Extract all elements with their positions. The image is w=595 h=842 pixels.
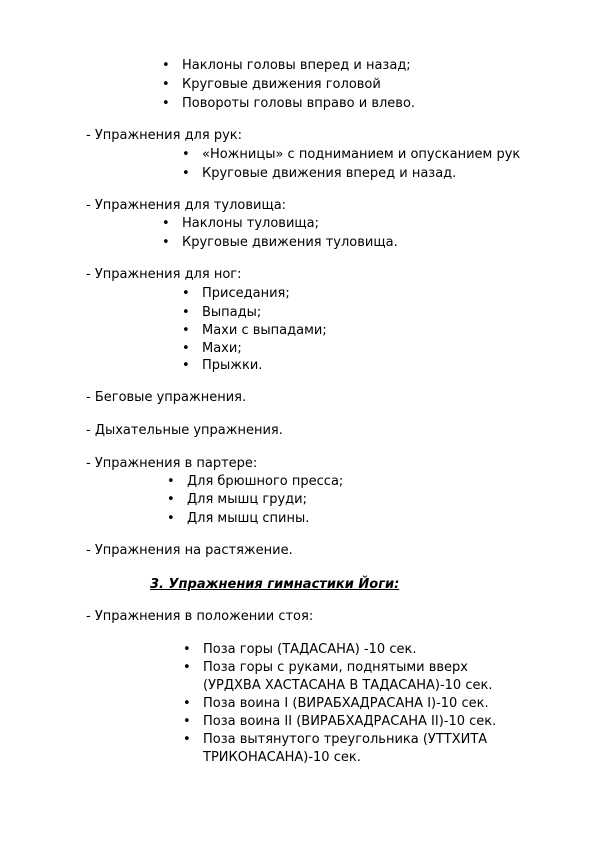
list-item: • Для брюшного пресса; — [187, 473, 343, 491]
list-item: • Для мышц спины. — [187, 510, 309, 528]
list-item: • Приседания; — [202, 285, 290, 303]
list-item: • Прыжки. — [202, 357, 262, 375]
section-title-legs: - Упражнения для ног: — [86, 267, 242, 282]
list-item: • Круговые движения туловища. — [182, 234, 398, 252]
list-item: • «Ножницы» с подниманием и опусканием рук — [202, 146, 520, 164]
list-item: • Выпады; — [202, 304, 261, 322]
section-stretching: - Упражнения на растяжение. — [86, 543, 293, 558]
list-item: • Поза вытянутого треугольника (УТТХИТА — [203, 731, 487, 749]
list-item: • Наклоны головы вперед и назад; — [182, 57, 411, 75]
section-title-standing: - Упражнения в положении стоя: — [86, 609, 314, 624]
list-item: • Для мышц груди; — [187, 491, 307, 509]
section-title-torso: - Упражнения для туловища: — [86, 198, 287, 213]
list-item-continuation: ТРИКОНАСАНА)-10 сек. — [203, 750, 361, 765]
list-item: • Поза воина II (ВИРАБХАДРАСАНА II)-10 сек. — [203, 713, 496, 731]
list-item: • Поза горы (ТАДАСАНА) -10 сек. — [203, 641, 416, 659]
list-item: • Повороты головы вправо и влево. — [182, 95, 415, 113]
section-breathing: - Дыхательные упражнения. — [86, 423, 283, 438]
section-title-floor: - Упражнения в партере: — [86, 456, 258, 471]
section-title-arms: - Упражнения для рук: — [86, 128, 242, 143]
list-item: • Махи с выпадами; — [202, 322, 327, 340]
list-item-continuation: (УРДХВА ХАСТАСАНА В ТАДАСАНА)-10 сек. — [203, 678, 493, 693]
list-item: • Круговые движения вперед и назад. — [202, 165, 456, 183]
section-running: - Беговые упражнения. — [86, 390, 247, 405]
list-item: • Наклоны туловища; — [182, 215, 319, 233]
list-item: • Круговые движения головой — [182, 76, 381, 94]
list-item: • Поза воина I (ВИРАБХАДРАСАНА I)-10 сек. — [203, 695, 489, 713]
yoga-heading: 3. Упражнения гимнастики Йоги: — [150, 577, 400, 592]
list-item: • Махи; — [202, 340, 242, 358]
list-item: • Поза горы с руками, поднятыми вверх — [203, 659, 468, 677]
